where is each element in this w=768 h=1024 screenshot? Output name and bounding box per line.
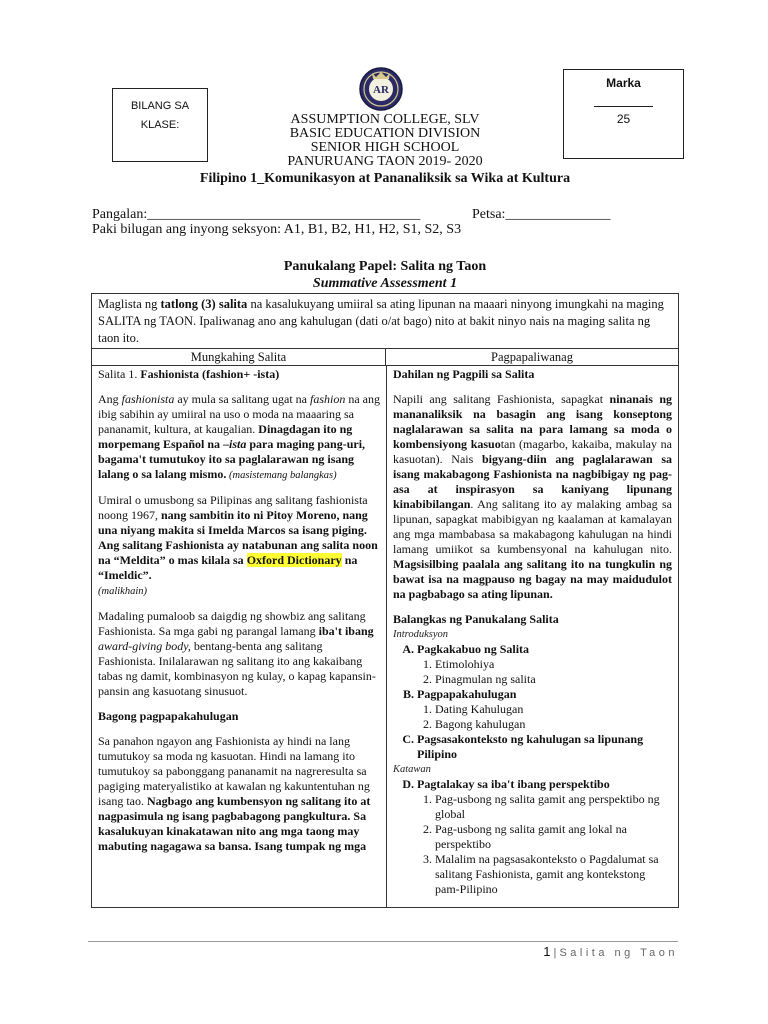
outline-item-b: B. Pagpapakahulugan 1. Dating Kahulugan 2. Bagong kahulugan [417, 687, 672, 732]
right-column-cell [387, 367, 678, 897]
date-field[interactable]: Petsa:_______________ [472, 207, 611, 222]
katawan-label: Katawan [393, 764, 431, 775]
introduksyon-label: Introduksyon [393, 629, 449, 640]
outline-item-a: A. Pagkakabuo ng Salita 1. Etimolohiya 2. Pinagmulan ng salita [417, 642, 672, 687]
paper-subtitle: Summative Assessment 1 [312, 276, 458, 291]
left-paragraph-1: Ang fashionista ay mula sa salitang ugat na fashion na ang ibig sabihin ay umiiral na uso o moda na maaaring sa pananamit, kultura, at kaugalian. Dinagdagan ito ng morpemang Español na –ista para maging pang-uri, bagama't tumutukoy ito sa paglalarawan ng isang lalang o sa lalang mismo. (masistemang balangkas) [98, 392, 380, 481]
course-title: Filipino 1_Komunikasyon at Pananaliksik sa Wika at Kultura [199, 171, 571, 186]
school-name: ASSUMPTION COLLEGE, SLV [290, 112, 480, 127]
name-field[interactable]: Pangalan:_______________________________________ [92, 207, 421, 222]
highlighted-oxford: Oxford Dictionary [246, 553, 342, 567]
outline-item-b1: 1. Dating Kahulugan [435, 702, 672, 717]
column-header-left: Mungkahing Salita [92, 349, 386, 366]
section-instruction: Paki bilugan ang inyong seksyon: A1, B1, B2, H1, H2, S1, S2, S3 [92, 222, 462, 237]
assessment-table [91, 293, 679, 908]
outline-item-c: C. Pagsasakonteksto ng kahulugan sa lipunang Pilipino [417, 732, 672, 762]
bago-heading: Bagong pagpapakahulugan [98, 709, 239, 723]
outline-list-intro [393, 642, 672, 762]
instructions-bold: tatlong (3) salita [160, 297, 248, 311]
left-paragraph-4: Sa panahon ngayon ang Fashionista ay hindi na lang tumutukoy sa moda ng kasuotan. Hindi na lamang ito tumutukoy sa pabonggang pananamit na nagreresulta sa pagiging materyalistiko at kawalan ng kakuntentuhan ng isang tao. Nagbago ang kumbensyon ng salitang ito at nagpasimula ng isang pagbabagong pangkultura. Sa kasalukuyan kinakatawan nito ang mga taong may mabuting nagagawa sa bansa. Isang tumpak ng mga [98, 734, 371, 853]
outline-item-d2: 2. Pag-usbong ng salita gamit ang lokal na perspektibo [435, 822, 672, 852]
footer-separator: | [550, 947, 560, 959]
school-seal-icon [358, 66, 404, 112]
score-total: 25 [616, 112, 631, 126]
page-number: 1 [543, 944, 551, 959]
school-year: PANURUANG TAON 2019- 2020 [287, 154, 483, 169]
balangkas-heading: Balangkas ng Panukalang Salita [393, 612, 559, 626]
footer-rule [88, 941, 678, 942]
outline-item-d1: 1. Pag-usbong ng salita gamit ang perspektibo ng global [435, 792, 672, 822]
svg-text:AR: AR [373, 84, 389, 96]
outline-item-a2: 2. Pinagmulan ng salita [435, 672, 672, 687]
score-blank-line [594, 106, 653, 107]
left-paragraph-3: Madaling pumaloob sa daigdig ng showbiz ang salitang Fashionista. Sa mga gabi ng parangal lamang iba't ibang award-giving body, bentang-benta ang salitang Fashionista. Inilalarawan ng salitang ito ang kakaibang tabas ng damit, kombinasyon ng kulay, o kapag kapansin-pansin ang kasuotang sinusuot. [98, 609, 376, 698]
salita-label: Salita 1. [98, 367, 141, 381]
left-paragraph-2: Umiral o umusbong sa Pilipinas ang salitang fashionista noong 1967, nang sambitin ito ni Pitoy Moreno, nang una niyang makita si Imelda Marcos sa isang piging. Ang salitang Fashionista ay natabunan ang salita noon na “Meldita” o mas kilala sa Oxford Dictionary na “Imeldic”. (malikhain) [98, 493, 378, 597]
column-header-right: Pagpapaliwanag [386, 349, 678, 366]
class-number-label-1: BILANG SA [130, 100, 190, 112]
page-footer [440, 944, 678, 959]
instructions-post: na kasalukuyang umiiral sa ating lipunan na maaari ninyong imungkahi na maging SALITA ng TAON. Ipaliwanag ano ang kahulugan (dati o/at bago) nito at bakit ninyo nais na maging salita ng taon ito. [98, 297, 664, 345]
footer-title: Salita ng Taon [559, 947, 678, 959]
outline-list-body [393, 777, 672, 897]
instructions-cell [92, 294, 678, 349]
outline-item-b2: 2. Bagong kahulugan [435, 717, 672, 732]
paper-title: Panukalang Papel: Salita ng Taon [283, 259, 487, 274]
instructions-pre: Maglista ng [98, 297, 161, 311]
dahilan-heading: Dahilan ng Pagpili sa Salita [393, 367, 535, 381]
left-column-cell [92, 367, 386, 854]
school-level: SENIOR HIGH SCHOOL [310, 140, 460, 155]
class-number-label-2: KLASE: [140, 119, 180, 131]
score-label: Marka [606, 76, 641, 90]
division-name: BASIC EDUCATION DIVISION [289, 126, 481, 141]
outline-item-d: D. Pagtalakay sa iba't ibang perspektibo 1. Pag-usbong ng salita gamit ang perspektibo ng global 2. Pag-usbong ng salita gamit ang lokal na perspektibo 3. Malalim na pagsasakonteksto o Pagdalumat sa salitang Fashionista, gamit ang kontekstong pam-Pilipino [417, 777, 672, 897]
outline-item-d3: 3. Malalim na pagsasakonteksto o Pagdalumat sa salitang Fashionista, gamit ang kontekstong pam-Pilipino [435, 852, 672, 897]
right-paragraph-1: Napili ang salitang Fashionista, sapagkat ninanais ng mananaliksik na basagin ang isang konseptong naglalarawan sa salita na para lamang sa moda o kombensiyong kasuotan (magarbo, kakaiba, makulay na kasuotan). Nais bigyang-diin ang paglalarawan sa isang makabagong Fashionista na nagbibigay ng pag-asa at inspirasyon sa kaniyang lipunang kinabibilangan. Ang salitang ito ay malaking ambag sa lipunan, sapagkat mabibigyan ng kaalaman at kamalayan ang mga mambabasa sa makabagong kahulugan na hindi lamang umiikot sa kumbensyonal na kahulugan nito. Magsisilbing paalala ang salitang ito na tungkulin ng bawat isa na magpauso ng bagay na may maidudulot na pagbabago sa ating lipunan. [393, 392, 672, 601]
salita-word: Fashionista (fashion+ -ista) [140, 367, 280, 381]
outline-item-a1: 1. Etimolohiya [435, 657, 672, 672]
